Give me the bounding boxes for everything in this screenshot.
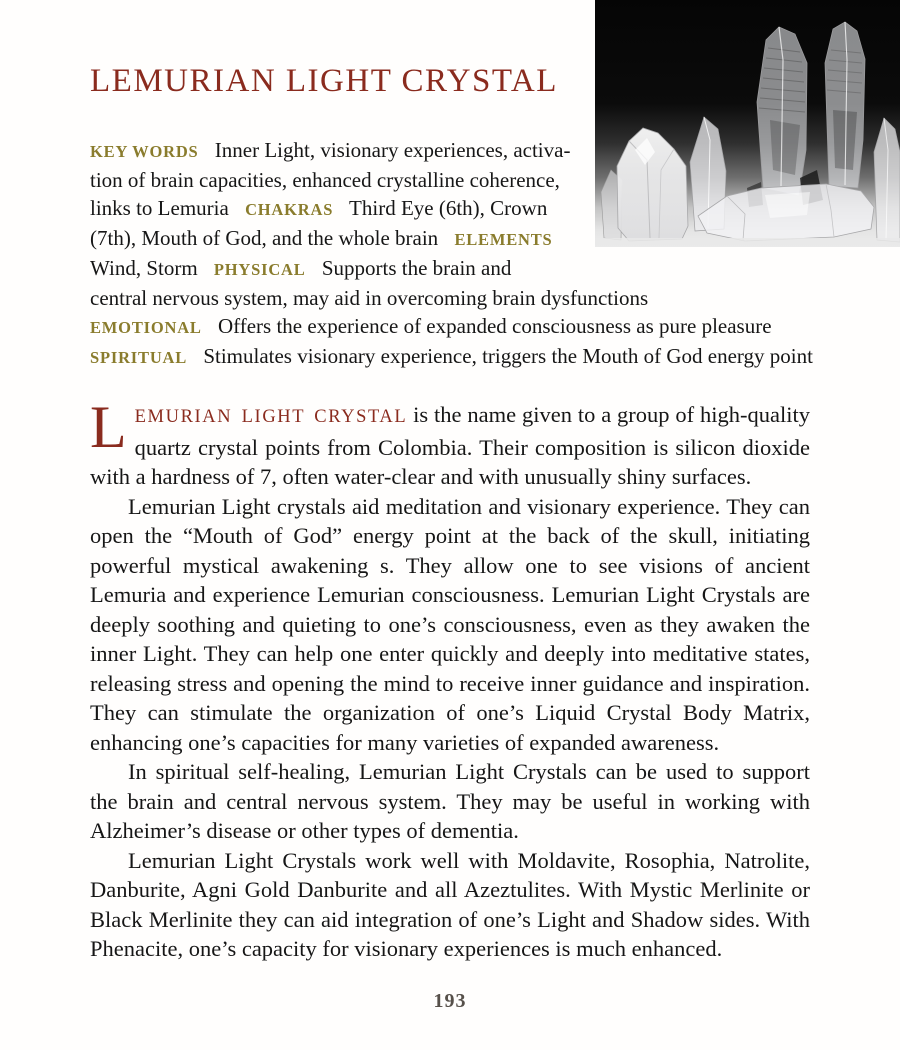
paragraph-2: Lemurian Light crystals aid meditation and visionary experience. They can open the “Mouth of God” energy point at the back of the skull, initiating powerful mystical awakening s. They allow one to see visions of ancient Lemuria and experience Lemurian consciousness. Lemurian Light Crystals are deeply soothing and quieting to one’s consciousness, even as they awaken the inner Light. They can help one enter quickly and deeply into meditative states, releasing stress and opening the mind to receive inner guidance and inspiration. They can stimulate the organization of one’s Liquid Crystal Body Matrix, enhancing one’s capacities for many varieties of expanded awareness. <box>90 493 810 755</box>
keyblock-line <box>90 342 813 372</box>
elements-label: ELEMENTS <box>454 230 553 249</box>
drop-cap: L <box>90 394 127 460</box>
keyblock-line <box>90 166 810 194</box>
key-words-label: KEY WORDS <box>90 142 199 161</box>
key-words-text: Inner Light, visionary experiences, activa- <box>214 138 571 162</box>
keyblock-line <box>90 254 810 284</box>
paragraph-1 <box>90 394 810 492</box>
keyblock-line <box>90 194 810 224</box>
chakras-text: (7th), Mouth of God, and the whole brain <box>90 226 439 250</box>
spiritual-label: SPIRITUAL <box>90 348 188 367</box>
physical-label: PHYSICAL <box>213 260 306 279</box>
opening-small-caps: EMURIAN LIGHT CRYSTAL <box>134 407 408 427</box>
paragraph-1-text: is the name given to a group of high-quality quartz crystal points from Colombia. Their composition is silicon dioxide with a hardness of 7, often water-clear and with unusually shiny surfaces. <box>90 402 810 489</box>
page-number: 193 <box>433 989 467 1012</box>
page-content <box>90 0 813 1013</box>
key-words-text: tion of brain capacities, enhanced crystalline coherence, <box>90 168 560 192</box>
emotional-text: Offers the experience of expanded consciousness as pure pleasure <box>217 314 772 338</box>
key-attributes-block <box>90 136 813 372</box>
page-title: LEMURIAN LIGHT CRYSTAL <box>90 63 558 99</box>
paragraph-4: Lemurian Light Crystals work well with Moldavite, Rosophia, Natrolite, Danburite, Agni Gold Danburite and all Azeztulites. With Mystic Merlinite or Black Merlinite they can aid integration of one’s Light and Shadow sides. With Phenacite, one’s capacity for visionary experiences is much enhanced. <box>90 847 810 961</box>
keyblock-line <box>90 224 810 254</box>
keyblock-line <box>90 136 810 166</box>
elements-text: Wind, Storm <box>90 256 198 280</box>
spiritual-text: Stimulates visionary experience, triggers the Mouth of God energy point <box>203 344 813 368</box>
emotional-label: EMOTIONAL <box>90 318 202 337</box>
key-words-text: links to Lemuria <box>90 196 229 220</box>
chakras-label: CHAKRAS <box>245 200 334 219</box>
body-text <box>90 394 810 964</box>
paragraph-3: In spiritual self-healing, Lemurian Light Crystals can be used to support the brain and central nervous system. They may be useful in working with Alzheimer’s disease or other types of dementia. <box>90 759 810 843</box>
physical-text: Supports the brain and <box>321 256 512 280</box>
chakras-text: Third Eye (6th), Crown <box>349 196 548 220</box>
physical-text: central nervous system, may aid in overcoming brain dysfunctions <box>90 286 649 310</box>
keyblock-line <box>90 284 810 312</box>
keyblock-line <box>90 312 810 342</box>
